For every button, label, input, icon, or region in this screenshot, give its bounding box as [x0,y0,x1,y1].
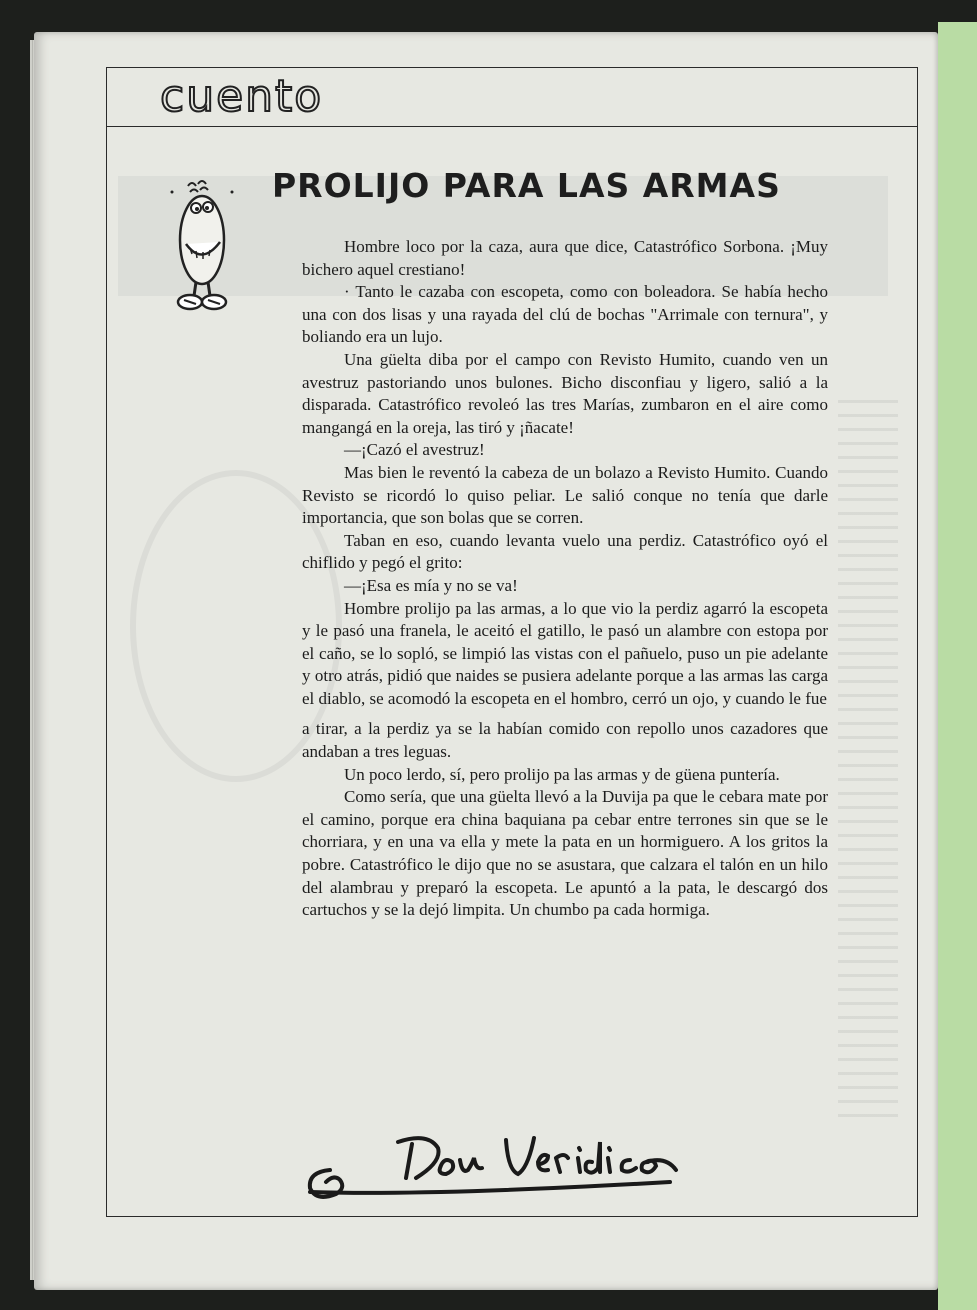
story-body [302,236,828,922]
header-divider [106,126,917,127]
story-paragraph: Un poco lerdo, sí, pero prolijo pa las armas y de güena puntería. [344,764,780,784]
story-paragraph: —¡Cazó el avestruz! [344,440,485,460]
story-paragraph: a tirar, a la perdiz ya se la habían comido con repollo unos cazadores que andaban a tres leguas. [302,719,828,762]
author-signature [300,1128,700,1208]
story-paragraph: Como sería, que una güelta llevó a la Duvija pa que le cebara mate por el camino, porque era china baquiana pa cebar entre terrones sin que se le chorriara, y en una va ella y mete la pata en un hormiguero. A los gritos la pobre. Catastrófico le dijo que no se asustara, que calzara el talón en un hilo del alambrau y preparó la escopeta. Le apuntó a la pata, le descargó dos cartuchos y se la dejó limpita. Un chumbo pa cada hormiga. [302,787,828,920]
story-paragraph: —¡Esa es mía y no se va! [344,575,518,595]
section-label: cuento [160,71,324,122]
story-paragraph: · Tanto le cazaba con escopeta, como con boleadora. Se había hecho una con dos lisas y una rayada del clú de bochas "Arrimale con ternura", y boliando era un lujo. [302,282,828,347]
story-paragraph: Hombre prolijo pa las armas, a lo que vio la perdiz agarró la escopeta y le pasó una franela, le aceitó el gatillo, le pasó un alambre con estopa por el caño, se lo sopló, se limpió las vistas con el pañuelo, puso un pie adelante y otro atrás, pidió que naides se pusiera adelante porque a las armas las carga el diablo, se acomodó la escopeta en el hombro, cerró un ojo, y cuando le fue [302,598,828,708]
adjacent-page-edge [938,22,977,1310]
story-title: PROLIJO PARA LAS ARMAS [272,166,781,205]
mascot-illustration [170,178,234,318]
story-paragraph: Hombre loco por la caza, aura que dice, Catastrófico Sorbona. ¡Muy bichero aquel crestiano! [302,237,828,279]
story-paragraph: Una güelta diba por el campo con Revisto Humito, cuando ven un avestruz pastoriando unos bulones. Bicho disconfiau y ligero, salió a la disparada. Catastrófico revoleó las tres Marías, zumbaron en el aire como mangangá en la oreja, las tiró y ¡ñacate! [302,349,828,437]
story-paragraph: Taban en eso, cuando levanta vuelo una perdiz. Catastrófico oyó el chiflido y pegó el grito: [302,530,828,573]
story-paragraph: Mas bien le reventó la cabeza de un bolazo a Revisto Humito. Cuando Revisto se ricordó lo quiso peliar. Le salió conque no tenía que darle importancia, que son bolas que se corren. [302,462,828,528]
